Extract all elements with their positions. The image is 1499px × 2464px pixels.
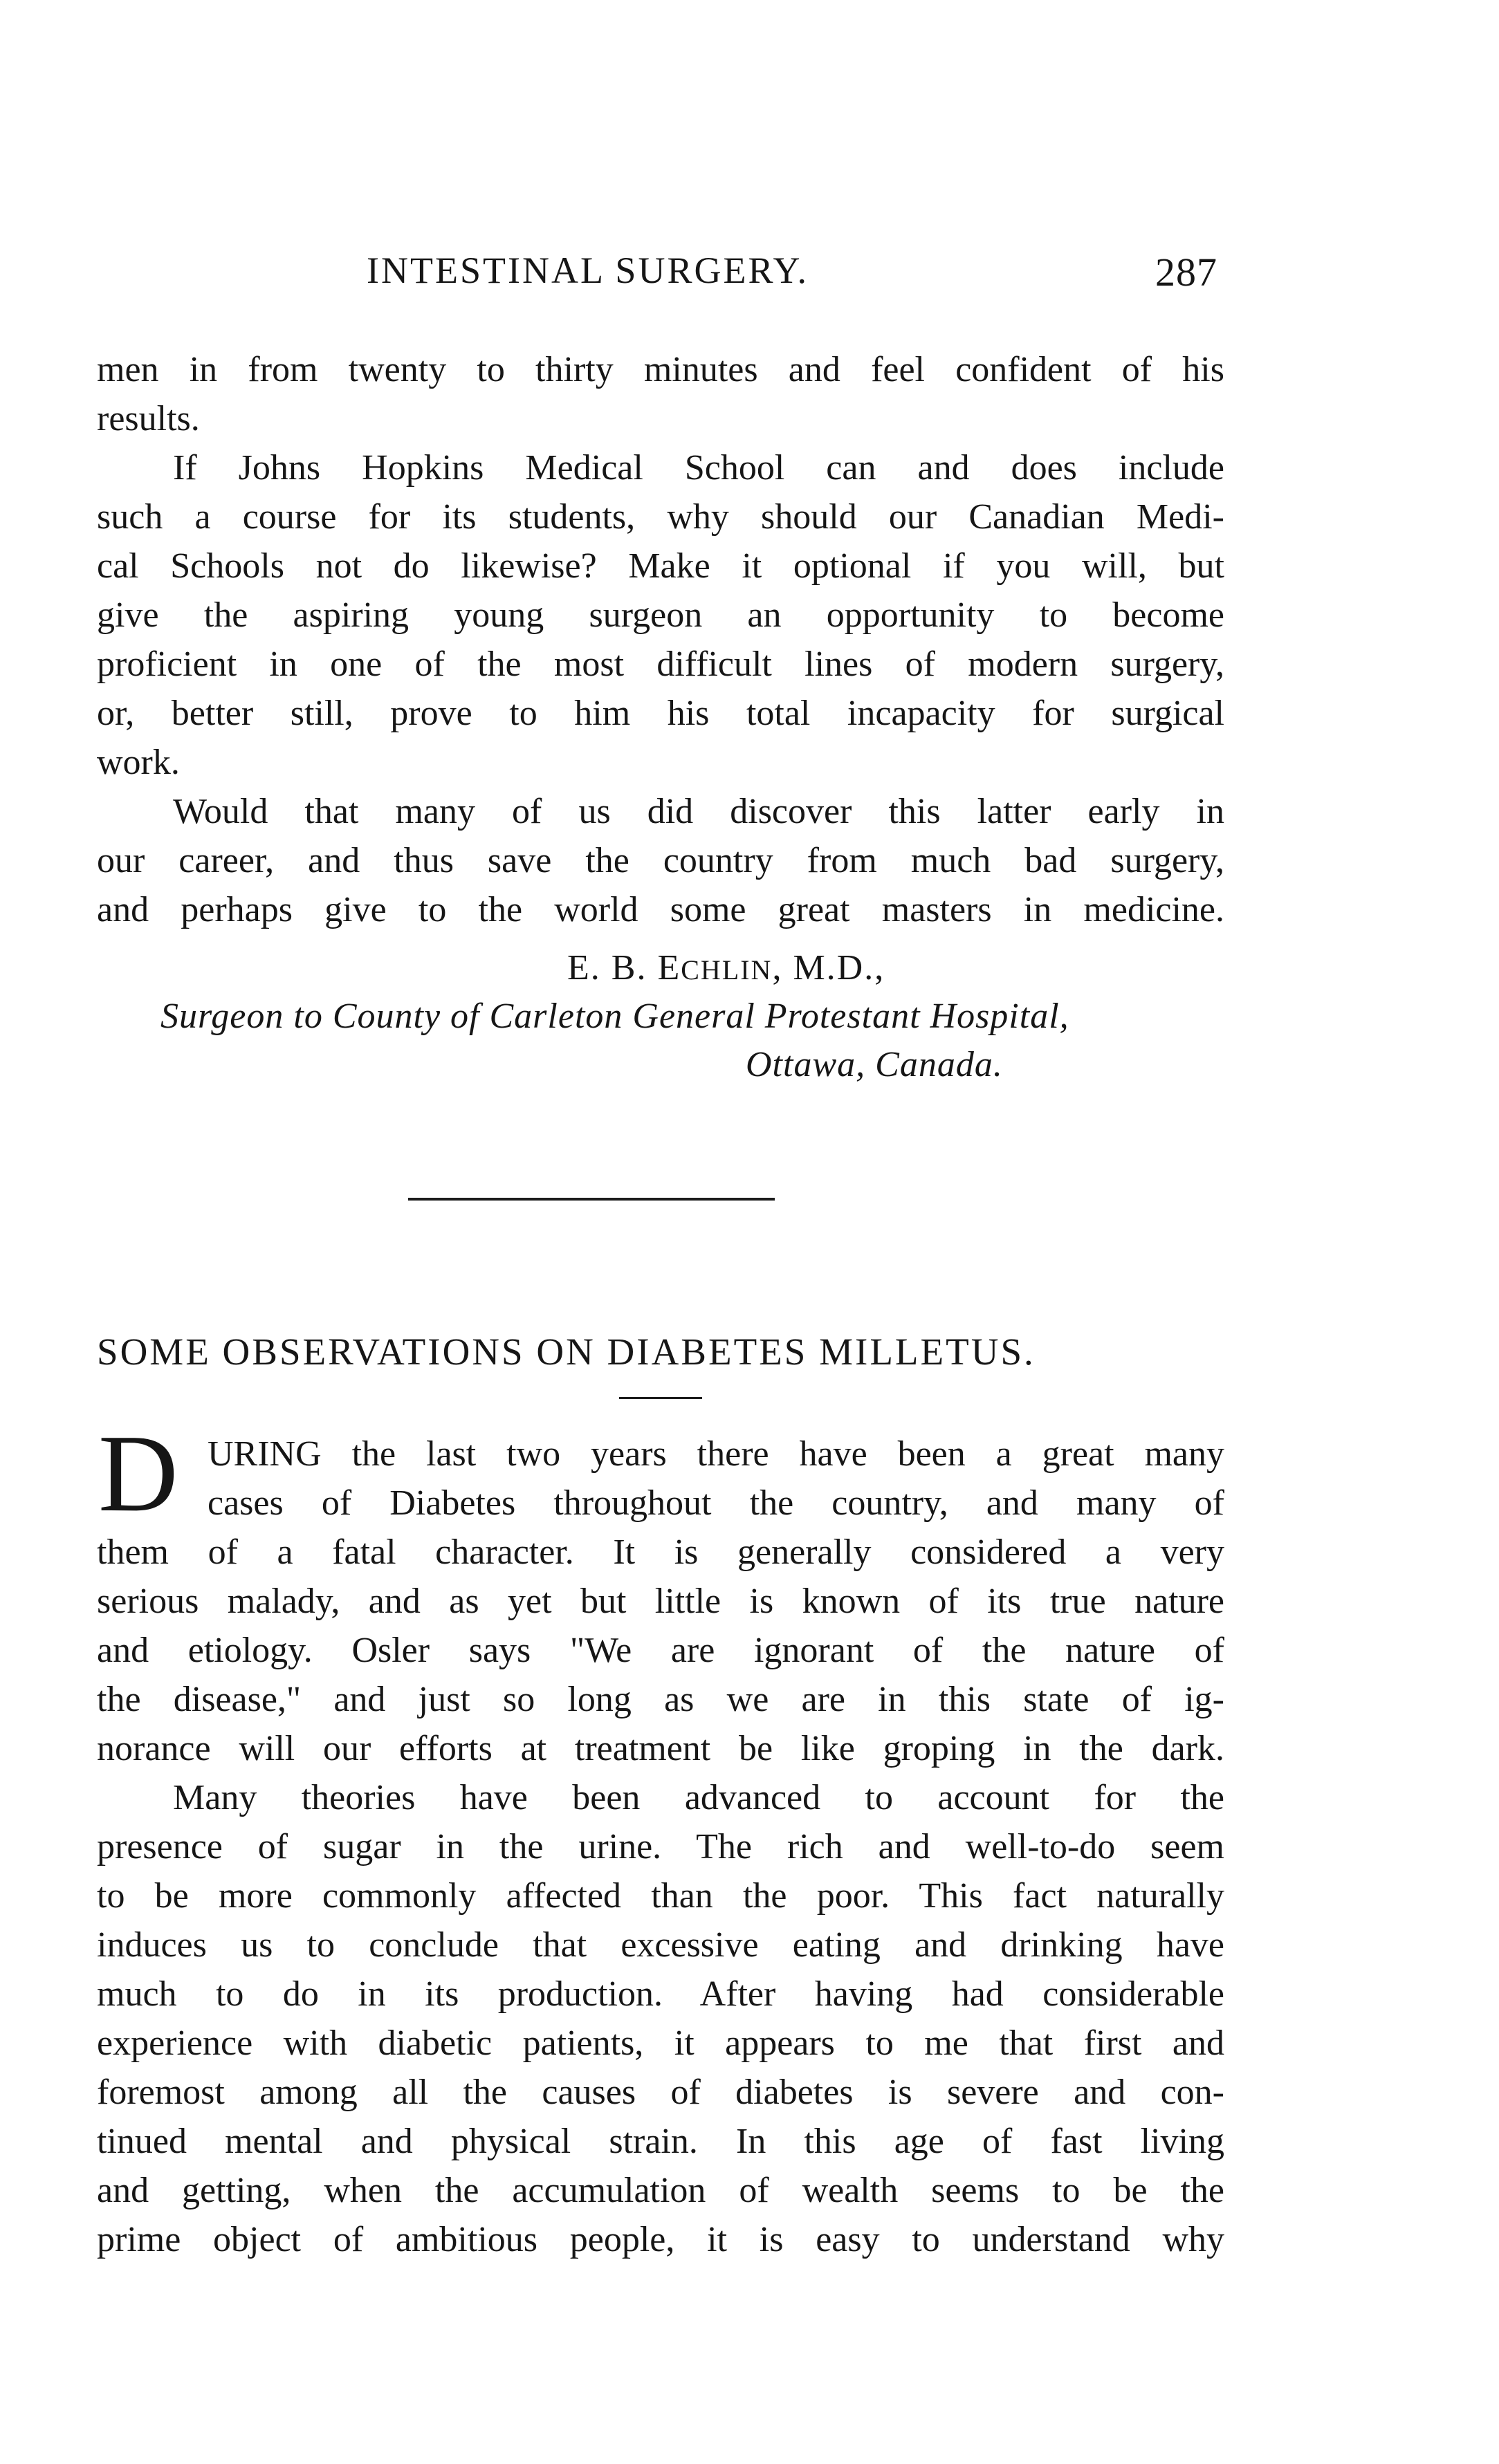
text-line: give the aspiring young surgeon an opportunity to become bbox=[97, 595, 1224, 635]
text-line: and perhaps give to the world some great masters in medicine. bbox=[97, 890, 1224, 929]
page-number: 287 bbox=[1155, 250, 1217, 295]
text-line: Would that many of us did discover this latter early in bbox=[173, 792, 1224, 831]
text-line: to be more commonly affected than the poor. This fact naturally bbox=[97, 1876, 1224, 1916]
text-line: presence of sugar in the urine. The rich and well-to-do seem bbox=[97, 1827, 1224, 1866]
text-line: experience with diabetic patients, it appears to me that first and bbox=[97, 2023, 1224, 2063]
article-title: SOME OBSERVATIONS ON DIABETES MILLETUS. bbox=[97, 1331, 1036, 1373]
text-line: If Johns Hopkins Medical School can and does include bbox=[173, 448, 1224, 488]
text-line: Many theories have been advanced to account for the bbox=[173, 1778, 1224, 1817]
text-line: cases of Diabetes throughout the country, and many of bbox=[208, 1483, 1224, 1523]
text-line: cal Schools not do likewise? Make it optional if you will, but bbox=[97, 546, 1224, 586]
text-line: tinued mental and physical strain. In this age of fast living bbox=[97, 2122, 1224, 2161]
text-line: norance will our efforts at treatment be like groping in the dark. bbox=[97, 1729, 1224, 1768]
text-line: results. bbox=[97, 399, 200, 438]
author-signature bbox=[567, 947, 885, 988]
text-line: work. bbox=[97, 743, 180, 782]
drop-cap: D bbox=[98, 1411, 178, 1535]
text-line: prime object of ambitious people, it is easy to understand why bbox=[97, 2220, 1224, 2259]
author-affiliation: Surgeon to County of Carleton General Protestant Hospital, bbox=[160, 997, 1069, 1036]
text-line: induces us to conclude that excessive eating and drinking have bbox=[97, 1925, 1224, 1965]
text-line: serious malady, and as yet but little is known of its true nature bbox=[97, 1582, 1224, 1621]
text-line: men in from twenty to thirty minutes and feel confident of his bbox=[97, 350, 1224, 389]
text-line: or, better still, prove to him his total incapacity for surgical bbox=[97, 694, 1224, 733]
text-line: the disease," and just so long as we are in this state of ig- bbox=[97, 1680, 1224, 1719]
running-head bbox=[0, 249, 1499, 297]
running-title: INTESTINAL SURGERY. bbox=[367, 250, 809, 291]
title-rule bbox=[619, 1397, 702, 1399]
text-line: proficient in one of the most difficult lines of modern surgery, bbox=[97, 645, 1224, 684]
text-line: foremost among all the causes of diabetes is severe and con- bbox=[97, 2073, 1224, 2112]
section-divider bbox=[408, 1198, 775, 1201]
text-line: them of a fatal character. It is generally considered a very bbox=[97, 1532, 1224, 1572]
text-line: much to do in its production. After having had considerable bbox=[97, 1974, 1224, 2014]
author-degree: , M.D., bbox=[772, 948, 885, 988]
author-surname: CHLIN bbox=[681, 954, 773, 985]
author-initials: E. B. E bbox=[567, 948, 681, 988]
text-line: and getting, when the accumulation of wealth seems to be the bbox=[97, 2171, 1224, 2210]
text-line: and etiology. Osler says "We are ignorant of the nature of bbox=[97, 1631, 1224, 1670]
author-location: Ottawa, Canada. bbox=[746, 1045, 1003, 1084]
text-line: URING the last two years there have been a great many bbox=[208, 1434, 1224, 1474]
text-line: our career, and thus save the country from much bad surgery, bbox=[97, 841, 1224, 880]
text-line: such a course for its students, why should our Canadian Medi- bbox=[97, 497, 1224, 537]
